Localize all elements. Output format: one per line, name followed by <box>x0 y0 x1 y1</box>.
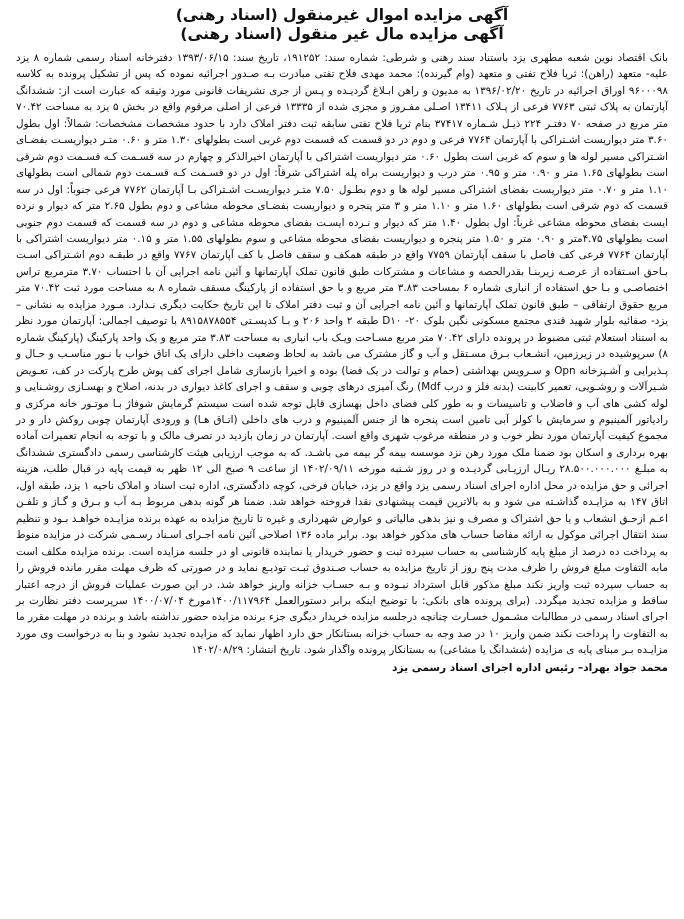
notice-title-primary: آگهی مزایده اموال غیرمنقول (اسناد رهنی) <box>175 6 509 24</box>
auction-notice <box>16 6 668 914</box>
notice-body: بانک اقتصاد نوین شعبه مطهری یزد باستناد سند رهنی و شرطی: شماره سند: ۱۹۱۲۵۲، تاریخ سند: ۱۳۹۳/۰۶/۱۵ دفترخانه اسناد رسمی شماره ۸ یزد علیه- متعهد (راهن): ثریا فلاح تفتی و متعهد (وام گیرنده): محمد مهدی فلاح تفتی مبادرت بـه صـدور اجرائیه نموده که پس از تشکیل پرونده به کلاسه ۹۶۰۰۰۹۸ اوراق اجرائیه در تاریخ ۱۳۹۶/۰۲/۲۰ به مدیون و راهن ابـلاغ گردیـده و پـس از جری تشریفات قانونی مورد وثیقه که عبارت است از: ششدانگ آپارتمان به پلاک ثبتی ۷۷۶۳ فرعی از پـلاک ۱۳۴۱۱ اصـلی مفـروز و مجزی شده از ۱۳۳۳۵ فرعی از اصلی مرقوم واقع در بخش ۵ یزد به مساحت ۷۰.۴۲ متر مربع در صفحه ۷۰ دفتـر ۲۲۴ ذیـل شـماره ۳۷۴۱۷ بنام ثریا فلاح تفتی سابقه ثبت دفتر املاک دارد با حدود مشخصات مشخصات: شمالاً: اول بطول ۳.۶۰ متر دیواریست اشـتراکی با آپارتمان ۷۷۶۴ فرعی و دوم در دو قسمت که قسمت دوم غربی است بطولهای ۱.۳۰ متر و ۰.۶۰ متـر دیواریسـت بفضـای اشـتراکی مسیر لوله ها و سوم که غربی است بطول ۰.۶۰ متر دیواریست اشتراکی با آپارتمان اخیرالذکر و چهارم در سه قسـمت کـه قسـمت دوم شرقی است بطولهای ۱.۶۵ متر و ۰.۹۰ متر و ۰.۹۵ متر درب و دیواریست براه پله اشتراکی شرقاً: اول در دو قسـمت کـه قسـمت دوم شمالی است بطولهای ۱.۱۰ متر و ۰.۷۰ متر دیواریست بفضای اشتراکی مسیر لوله ها و دوم بطـول ۷.۵۰ متـر دیواریسـت اشـتراکی بـا آپارتمان ۷۷۶۲ فرعی جنوباً: اول در سه قسمت که دوم شرقی است بطولهای ۱.۶۰ متر و ۱.۱۰ متر و ۳ متر پنجره و دیواریست بفضـای محوطه مشاعی و دوم بطول ۲.۶۵ متر که دیوار و نرده ایست بفضای محوطه مشاعی غرباً: اول بطول ۱.۴۰ متر که دیوار و نـرده ایسـت بفضای محوطه مشاعی و دوم در سه قسمت که قسمت دوم جنوبی است بطولهای ۴.۷۵متر و ۰.۹۰ متر و ۱.۵۰ متر پنجره و دیواریست بفضای محوطه مشاعی و سوم بطولهای ۱.۵۵ متر و ۰.۱۵ متر دیواریست اشتراکی با آپارتمان ۷۷۶۴ فرعی کف فاصل با سقف آپارتمان ۷۷۵۹ واقع در طبقه همکف و سقف فاصل با کف آپارتمان ۷۷۶۷ واقع در طبقـه دوم اشـتراکی اسـت بـاحق اسـتفاده از عرصـه زیربنـا بقدرالحصه و مشاعات و مشترکات طبق قانون تملک آپارتمانها و آئین نامه اجرایی آن با احتساب ۳.۷۰ مترمربع تراس اختصاصـی و بـا حق استفاده از انباری شماره ۶ بمساحت ۳.۸۳ متر مربع و با حق استفاده از پارکینگ مسقف شماره ۸ به مساحت مورد ثبت ۷۰.۴۲ متر مربع حقوق ارتفاقی – طبق قانون تملک آپارتمانها و آئین نامه اجرایی آن و ثبت دفتر املاک تا این تاریخ حکایت دیگری نـدارد. مـورد مزایده به نشانی – یزد- صفائیه بلوار شهید قندی مجتمع مسکونی نگین بلوک ۲۰- D۱۰ طبقه ۲ واحد ۲۰۶ و بـا کدپسـتی ۸۹۱۵۸۷۸۵۵۴ با توصیف اجمالی: آپارتمان مورد نظر به استناد استعلام ثبتی مضبوط در پرونده دارای ۷۰.۴۲ متر مربع مسـاحت ویـک باب انباری به مساحت ۳.۸۳ متر مربع و یک واحد پارکینگ (پارکینگ شماره ۸) سرپوشیده در زیرزمین، انشـعاب بـرق مسـتقل و آب و گاز مشترک می باشد به لحاظ وضعیت داخلی دارای یک اتاق خواب با نـور مناسـب و حـال و پـذیرایی و آشـپزخانه Opn و سـرویس بهداشتی (حمام و توالت در یک فضا) بوده و اخیرا بازسازی شامل اجرای کف پوش طرح پارکت در کف، تعـویض شـیرآلات و روشـویی، تعمیر کابینت (بدنه فلز و درب Mdf) رنگ آمیزی درهای چوبی و سقف و اجرای کاغذ دیواری در بدنه، اصلاح و بهسـازی روشـنایی و لوله کشی های آب و فاضلاب و تاسیسات و به طور کلی فضای داخل بهسازی قابل توجه شده است سیستم گرمایش شوفاژ بـا موتـور خانه مرکزی و رادیاتور آلمینیوم و سرمایش با کولر آبی تامین است پنجره ها از جنس آلمینیوم و درب های داخلی (اتـاق هـا) و ورودی آپارتمان چوبی روکش دار و در مجموع کیفیت آپارتمان مورد نظر خوب و در منطقه مرغوب شهری واقع است. آپارتمان در زمان بازدید در تصرف مالک و با توجه به انجام تعمیرات آماده بهره برداری و اسکان بود ضمنا ملک مورد رهن نزد موسسه بیمه گر بیمه می باشـد. که به موجب ارزیابی هیئت کارشناسی رسمی دادگستری ششدانگ به مبلـغ ۲۸.۵۰۰.۰۰۰.۰۰۰ ریـال ارزیـابی گردیـده و در روز شـنبه مورخه ۱۴۰۲/۰۹/۱۱ از ساعت ۹ صبح الی ۱۲ ظهر به قیمت پایه در قبال طلب، هزینه اجرائی و حق مزایده در محل اداره اجرای اسناد رسمی یزد واقع در یزد، خیابان فرخی، کوچه دادگستری، اداره ثبت اسناد و املاک ناحیه ۱ یزد، طبقه اول، اتاق ۱۴۷ به مزایـده گذاشـته می شود و به بالاترین قیمت پیشنهادی نقدا فروخته خواهد شد. ضمنا هر گونه بدهی مربوط بـه آب و بـرق و گـاز و تلفـن اعـم ازحـق انشعاب و یا حق اشتراک و مصرف و نیز بدهی مالیاتی و عوارض شهرداری و غیره تا تاریخ مزایده به عهده برنده مزایـده خواهـد بـود و تنظیم سند انتقال اجرائی موکول به ارائه مفاصا حساب های مذکور خواهد بود. برابر ماده ۱۳۶ اصلاحی آئین نامه اجـرای اسـناد رسـمی شرکت در مزایده منوط به پرداخت ده درصد از مبلغ پایه کارشناسی به حساب سپرده ثبت و حضور خریدار یا نماینده قانونی او در جلسه مزایده است. برنده مزایده مکلف است مابه التفاوت مبلغ فروش را ظرف مدت پنج روز از تاریخ مزایده به حساب صـندوق ثبـت تودیـع نماید و در صورتی که ظرف مهلت مقرر مانده فروش را به حساب سپرده ثبت واریز نکند مبلغ مذکور قابل استرداد نبـوده و بـه حسـاب خزانه واریز خواهد شد. در این صورت عملیات فروش از درجه اعتبار ساقط و مزایده تجدید میگردد. (برای پرونده های بانکی: با توضیح اینکه برابر دستورالعمل ۱۴۰۰/۱۱۷۹۶۴مورخ ۱۴۰۰/۰۷/۰۴ سرپرست دفتر نظارت بر اجرای اسناد رسمی در مطالبات مشـمول خسـارت چنانچه درجلسه مزایده خریدار دیگری جزء برنده مزایده حضور نداشته باشد و برنده در مهلت مقرر ما به التفاوت را پرداخت نکند ضمن واریز ۱۰ در صد وجه به حساب خزانه بستانکار حق دارد اظهار نماید که مزایده تجدید نشود و بنا به درخواست وی مورد مزایـده بـر مبنای پایه ی مزایده (ششدانگ یا مشاعی) به بستانکار پرونده واگذار شود. تاریخ انتشار: ۱۴۰۲/۰۸/۲۹ <box>16 52 669 657</box>
notice-signature: محمد جواد بهراد– رئیس اداره اجرای اسناد رسمی یزد <box>392 661 668 674</box>
notice-header <box>16 6 668 44</box>
notice-title-secondary: آگهی مزایده مال غیر منقول (اسناد رهنی) <box>180 25 504 43</box>
